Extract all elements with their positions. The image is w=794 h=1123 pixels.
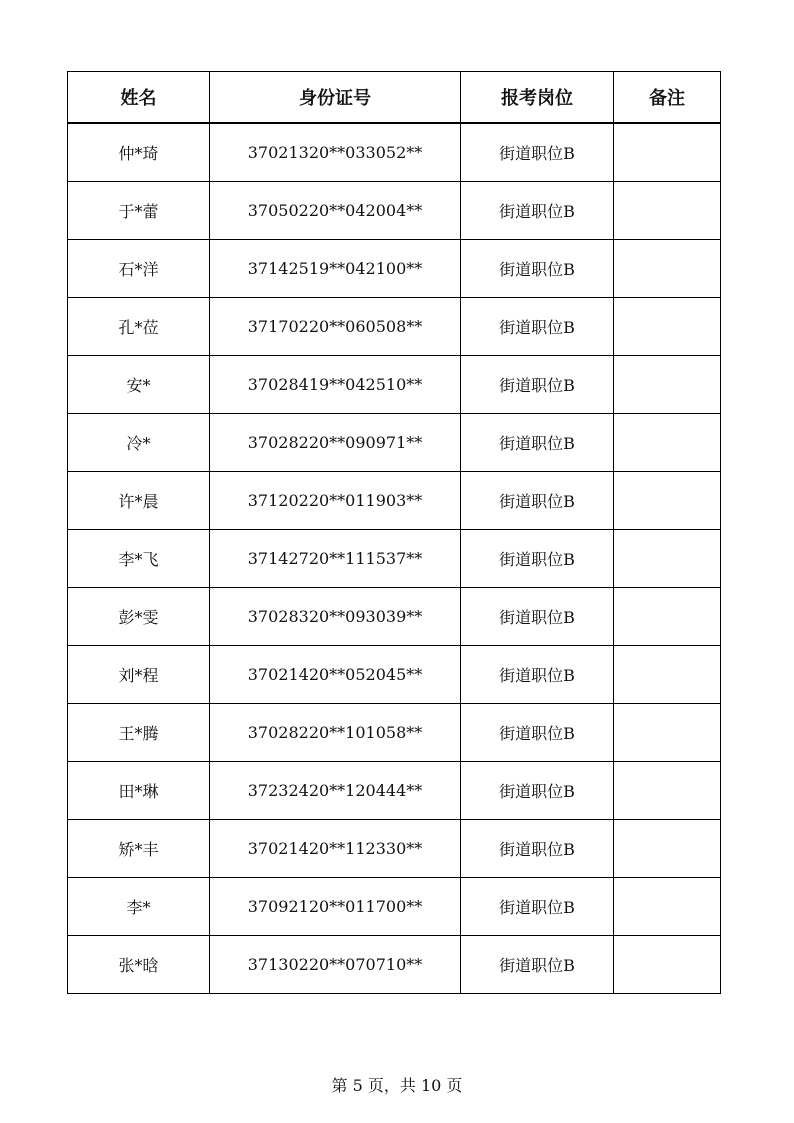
cell-id-number: 37142519**042100** — [210, 240, 461, 298]
table-header — [68, 72, 721, 124]
table-row — [68, 240, 721, 298]
cell-remark — [614, 878, 721, 936]
cell-id-number: 37028419**042510** — [210, 356, 461, 414]
cell-name: 田*琳 — [68, 762, 210, 820]
cell-name: 于*蕾 — [68, 182, 210, 240]
cell-position: 街道职位B — [461, 182, 614, 240]
page-indicator: 第 5 页，共 10 页 — [331, 1076, 463, 1095]
cell-position: 街道职位B — [461, 240, 614, 298]
header-remark: 备注 — [614, 72, 721, 124]
cell-name: 王*腾 — [68, 704, 210, 762]
cell-remark — [614, 936, 721, 994]
cell-position: 街道职位B — [461, 123, 614, 182]
table-row — [68, 472, 721, 530]
cell-name: 李* — [68, 878, 210, 936]
table-row — [68, 182, 721, 240]
table-row — [68, 588, 721, 646]
cell-id-number: 37050220**042004** — [210, 182, 461, 240]
cell-name: 许*晨 — [68, 472, 210, 530]
cell-id-number: 37021420**112330** — [210, 820, 461, 878]
cell-remark — [614, 240, 721, 298]
cell-id-number: 37028220**101058** — [210, 704, 461, 762]
header-name: 姓名 — [68, 72, 210, 124]
cell-name: 石*洋 — [68, 240, 210, 298]
table-row — [68, 123, 721, 182]
table-row — [68, 530, 721, 588]
cell-position: 街道职位B — [461, 588, 614, 646]
cell-id-number: 37092120**011700** — [210, 878, 461, 936]
header-row — [68, 72, 721, 124]
cell-position: 街道职位B — [461, 298, 614, 356]
cell-position: 街道职位B — [461, 472, 614, 530]
cell-remark — [614, 762, 721, 820]
cell-remark — [614, 298, 721, 356]
cell-remark — [614, 588, 721, 646]
cell-name: 冷* — [68, 414, 210, 472]
candidate-table — [67, 71, 721, 994]
cell-name: 孔*莅 — [68, 298, 210, 356]
cell-position: 街道职位B — [461, 878, 614, 936]
table-body — [68, 123, 721, 994]
cell-name: 矫*丰 — [68, 820, 210, 878]
table-row — [68, 878, 721, 936]
cell-position: 街道职位B — [461, 356, 614, 414]
cell-remark — [614, 356, 721, 414]
cell-position: 街道职位B — [461, 646, 614, 704]
cell-name: 彭*雯 — [68, 588, 210, 646]
cell-remark — [614, 123, 721, 182]
cell-remark — [614, 530, 721, 588]
cell-remark — [614, 820, 721, 878]
header-id-number: 身份证号 — [210, 72, 461, 124]
cell-id-number: 37170220**060508** — [210, 298, 461, 356]
table-row — [68, 762, 721, 820]
table-row — [68, 414, 721, 472]
cell-name: 刘*程 — [68, 646, 210, 704]
header-position: 报考岗位 — [461, 72, 614, 124]
cell-name: 安* — [68, 356, 210, 414]
table-row — [68, 356, 721, 414]
cell-position: 街道职位B — [461, 704, 614, 762]
cell-id-number: 37142720**111537** — [210, 530, 461, 588]
cell-id-number: 37120220**011903** — [210, 472, 461, 530]
table-row — [68, 936, 721, 994]
cell-position: 街道职位B — [461, 530, 614, 588]
table-row — [68, 820, 721, 878]
table-row — [68, 298, 721, 356]
cell-remark — [614, 646, 721, 704]
table-row — [68, 704, 721, 762]
cell-position: 街道职位B — [461, 414, 614, 472]
cell-remark — [614, 704, 721, 762]
cell-id-number: 37130220**070710** — [210, 936, 461, 994]
cell-id-number: 37232420**120444** — [210, 762, 461, 820]
cell-position: 街道职位B — [461, 820, 614, 878]
table-row — [68, 646, 721, 704]
cell-position: 街道职位B — [461, 762, 614, 820]
cell-name: 张*晗 — [68, 936, 210, 994]
cell-position: 街道职位B — [461, 936, 614, 994]
cell-id-number: 37028220**090971** — [210, 414, 461, 472]
cell-remark — [614, 472, 721, 530]
cell-remark — [614, 414, 721, 472]
cell-name: 李*飞 — [68, 530, 210, 588]
cell-id-number: 37021320**033052** — [210, 123, 461, 182]
cell-id-number: 37021420**052045** — [210, 646, 461, 704]
cell-remark — [614, 182, 721, 240]
cell-name: 仲*琦 — [68, 123, 210, 182]
cell-id-number: 37028320**093039** — [210, 588, 461, 646]
